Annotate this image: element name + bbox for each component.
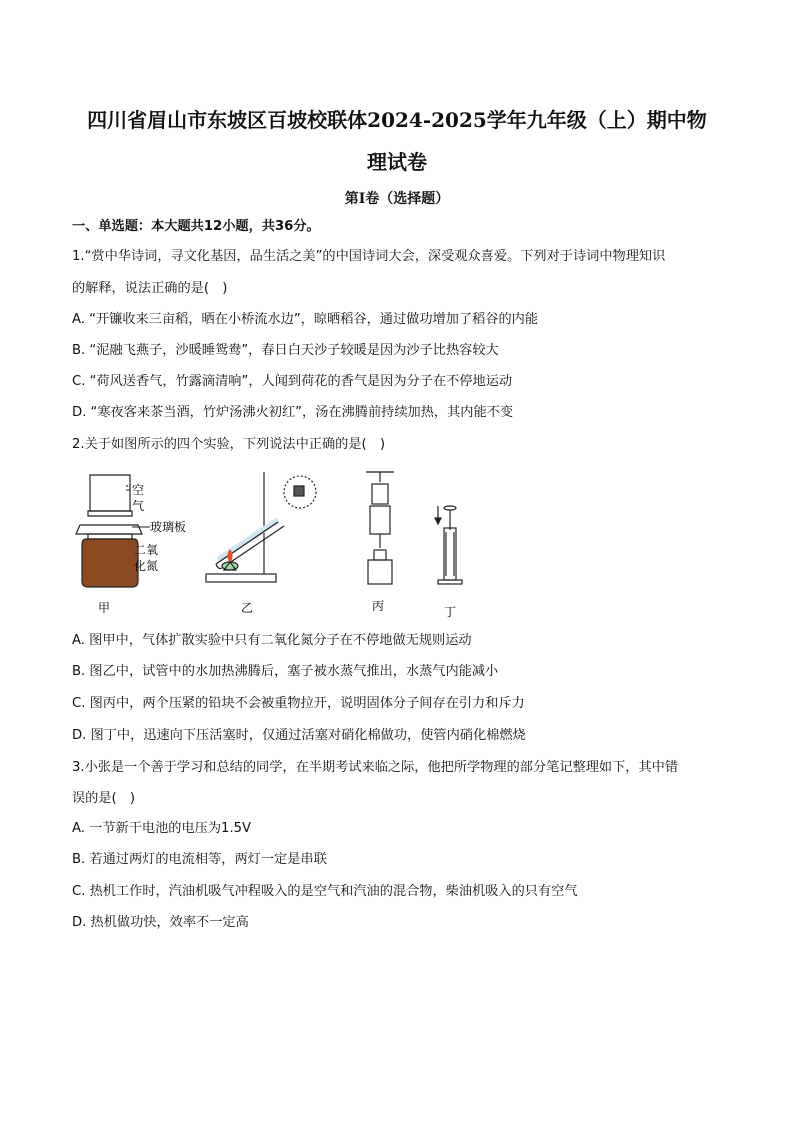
compression-cylinder-apparatus: [435, 506, 462, 584]
q2-option-b: B. 图乙中，试管中的水加热沸腾后，塞子被水蒸气推出，水蒸气内能减小: [72, 664, 499, 679]
q2-option-d: D. 图丁中，迅速向下压活塞时，仅通过活塞对硝化棉做功，使管内硝化棉燃烧: [72, 728, 526, 743]
q3-stem-line2: 误的是( ): [72, 791, 136, 806]
q3-option-a: A. 一节新干电池的电压为1.5V: [72, 821, 252, 836]
label-ding: 丁: [444, 605, 457, 619]
q3-option-c: C. 热机工作时，汽油机吸气冲程吸入的是空气和汽油的混合物，柴油机吸入的只有空气: [72, 884, 578, 899]
exam-title-line2: 理试卷: [367, 150, 427, 174]
q1-option-c: C. “荷风送香气，竹露滴清响”，人闻到荷花的香气是因为分子在不停地运动: [72, 374, 513, 389]
q1-option-b: B. “泥融飞燕子，沙暖睡鸳鸯”，春日白天沙子较暖是因为沙子比热容较大: [72, 343, 499, 358]
label-no2-2: 化氮: [134, 559, 159, 573]
section-heading: 一、单选题：本大题共12小题，共36分。: [72, 219, 320, 234]
q3-option-d: D. 热机做功快，效率不一定高: [72, 915, 249, 930]
test-tube-apparatus: [206, 472, 316, 582]
label-yi: 乙: [241, 601, 254, 615]
q2-stem: 2.关于如图所示的四个实验，下列说法中正确的是( ): [72, 437, 385, 452]
q1-option-d: D. “寒夜客来茶当酒，竹炉汤沸火初红”，汤在沸腾前持续加热，其内能不变: [72, 405, 514, 420]
exam-title-line1: 四川省眉山市东坡区百坡校联体2024-2025学年九年级（上）期中物: [87, 108, 707, 132]
q2-option-c: C. 图丙中，两个压紧的铅块不会被重物拉开，说明固体分子间存在引力和斥力: [72, 696, 525, 711]
q3-option-b: B. 若通过两灯的电流相等，两灯一定是串联: [72, 852, 327, 867]
label-no2-1: 二氧: [134, 543, 159, 557]
q3-stem-line1: 3.小张是一个善于学习和总结的同学，在半期考试来临之际，他把所学物理的部分笔记整理如下，其中错: [72, 760, 679, 775]
q1-stem-line1: 1.“赏中华诗词，寻文化基因，品生活之美”的中国诗词大会，深受观众喜爱。下列对于诗词中物理知识: [72, 249, 666, 264]
q1-option-a: A. “开镰收来三亩稻，晒在小桥流水边”，晾晒稻谷，通过做功增加了稻谷的内能: [72, 312, 539, 327]
q2-experiment-figure: [68, 470, 488, 620]
label-air-1: 空: [132, 483, 145, 497]
lead-block-apparatus: [366, 472, 394, 584]
q1-stem-line2: 的解释，说法正确的是( ): [72, 281, 228, 296]
volume-subtitle: 第I卷（选择题）: [344, 191, 450, 207]
label-bing: 丙: [372, 599, 385, 613]
label-air-2: 气: [132, 499, 145, 513]
label-glass-plate: 玻璃板: [150, 520, 187, 534]
q2-option-a: A. 图甲中，气体扩散实验中只有二氧化氮分子在不停地做无规则运动: [72, 633, 472, 648]
label-jia: 甲: [98, 601, 111, 615]
